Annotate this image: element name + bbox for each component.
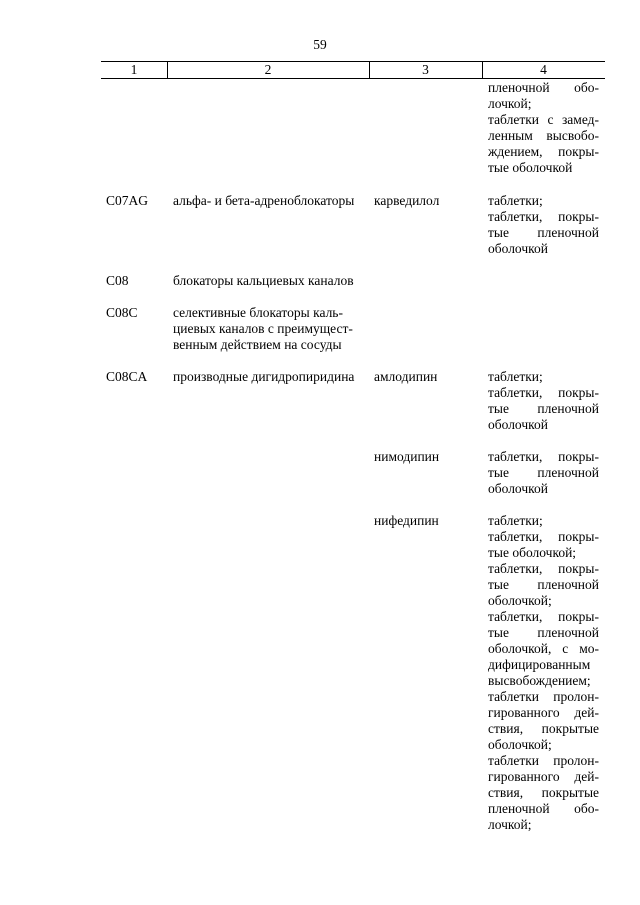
dosage-form-line: таблетки; [488,513,543,528]
dosage-form-line: лочкой; [488,817,532,832]
drug-name-cell: нифедипин [374,513,439,528]
dosage-forms-cell [488,369,599,433]
dosage-form-line: ждением, покры- [488,144,599,159]
drug-name-cell: амлодипин [374,369,438,384]
dosage-form-line: оболочкой [488,481,548,496]
dosage-form-line: оболочкой [488,241,548,256]
column-divider [167,61,168,79]
column-divider [482,61,483,79]
dosage-form-line: пленочной обо- [488,80,599,95]
column-header-3: 3 [422,62,429,77]
dosage-form-line: таблетки, покры- [488,449,599,464]
text-line: блокаторы кальциевых каналов [173,273,354,288]
text-line: селективные блокаторы каль- [173,305,343,320]
dosage-form-line: таблетки; [488,369,543,384]
dosage-form-line: оболочкой [488,417,548,432]
dosage-form-line: гированного дей- [488,769,599,784]
dosage-form-line: тые пленочной [488,225,599,240]
dosage-form-line: таблетки, покры- [488,529,599,544]
text-line: альфа- и бета-адреноблокаторы [173,193,355,208]
atc-code-cell: C08CA [106,369,148,384]
atc-code-cell: C08C [106,305,138,320]
dosage-form-line: оболочкой, с мо- [488,641,599,656]
dosage-form-line: высвобождением; [488,673,591,688]
dosage-forms-cell [488,449,599,497]
drug-name-cell: карведилол [374,193,440,208]
atc-code-cell: C08 [106,273,129,288]
dosage-form-line: таблетки, покры- [488,385,599,400]
column-header-4: 4 [540,62,547,77]
dosage-form-line: ленным высвобо- [488,128,599,143]
dosage-form-line: пленочной обо- [488,801,599,816]
dosage-form-line: таблетки пролон- [488,689,599,704]
dosage-form-line: таблетки, покры- [488,209,599,224]
dosage-form-line: тые оболочкой; [488,545,577,560]
dosage-form-line: ствия, покрытые [488,721,599,736]
dosage-form-line: ствия, покрытые [488,785,599,800]
table-header [101,61,605,79]
group-name-cell [173,305,365,353]
dosage-form-line: таблетки пролон- [488,753,599,768]
dosage-forms-cell [488,193,599,257]
group-name-cell [173,369,365,385]
dosage-form-line: тые пленочной [488,401,599,416]
dosage-form-line: тые пленочной [488,577,599,592]
column-header-2: 2 [264,62,272,77]
dosage-form-line: дифицированным [488,657,591,672]
dosage-form-line: таблетки; [488,193,543,208]
page-number: 59 [313,37,327,52]
dosage-form-line: гированного дей- [488,705,599,720]
dosage-form-line: тые пленочной [488,625,599,640]
dosage-form-line: таблетки, покры- [488,561,599,576]
dosage-form-line: тые пленочной [488,465,599,480]
group-name-cell [173,193,365,209]
dosage-form-line: оболочкой; [488,593,552,608]
text-line: венным действием на сосуды [173,337,342,352]
column-divider [369,61,370,79]
dosage-form-line: таблетки, покры- [488,609,599,624]
dosage-form-line: оболочкой; [488,737,552,752]
text-line: производные дигидропиридина [173,369,355,384]
group-name-cell [173,273,365,289]
dosage-forms-cell [488,80,599,176]
column-header-1: 1 [130,62,138,77]
dosage-forms-cell [488,513,599,833]
atc-code-cell: C07AG [106,193,149,208]
text-line: циевых каналов с преимущест- [173,321,353,336]
dosage-form-line: лочкой; [488,96,532,111]
dosage-form-line: таблетки с замед- [488,112,599,127]
drug-name-cell: нимодипин [374,449,440,464]
dosage-form-line: тые оболочкой [488,160,573,175]
